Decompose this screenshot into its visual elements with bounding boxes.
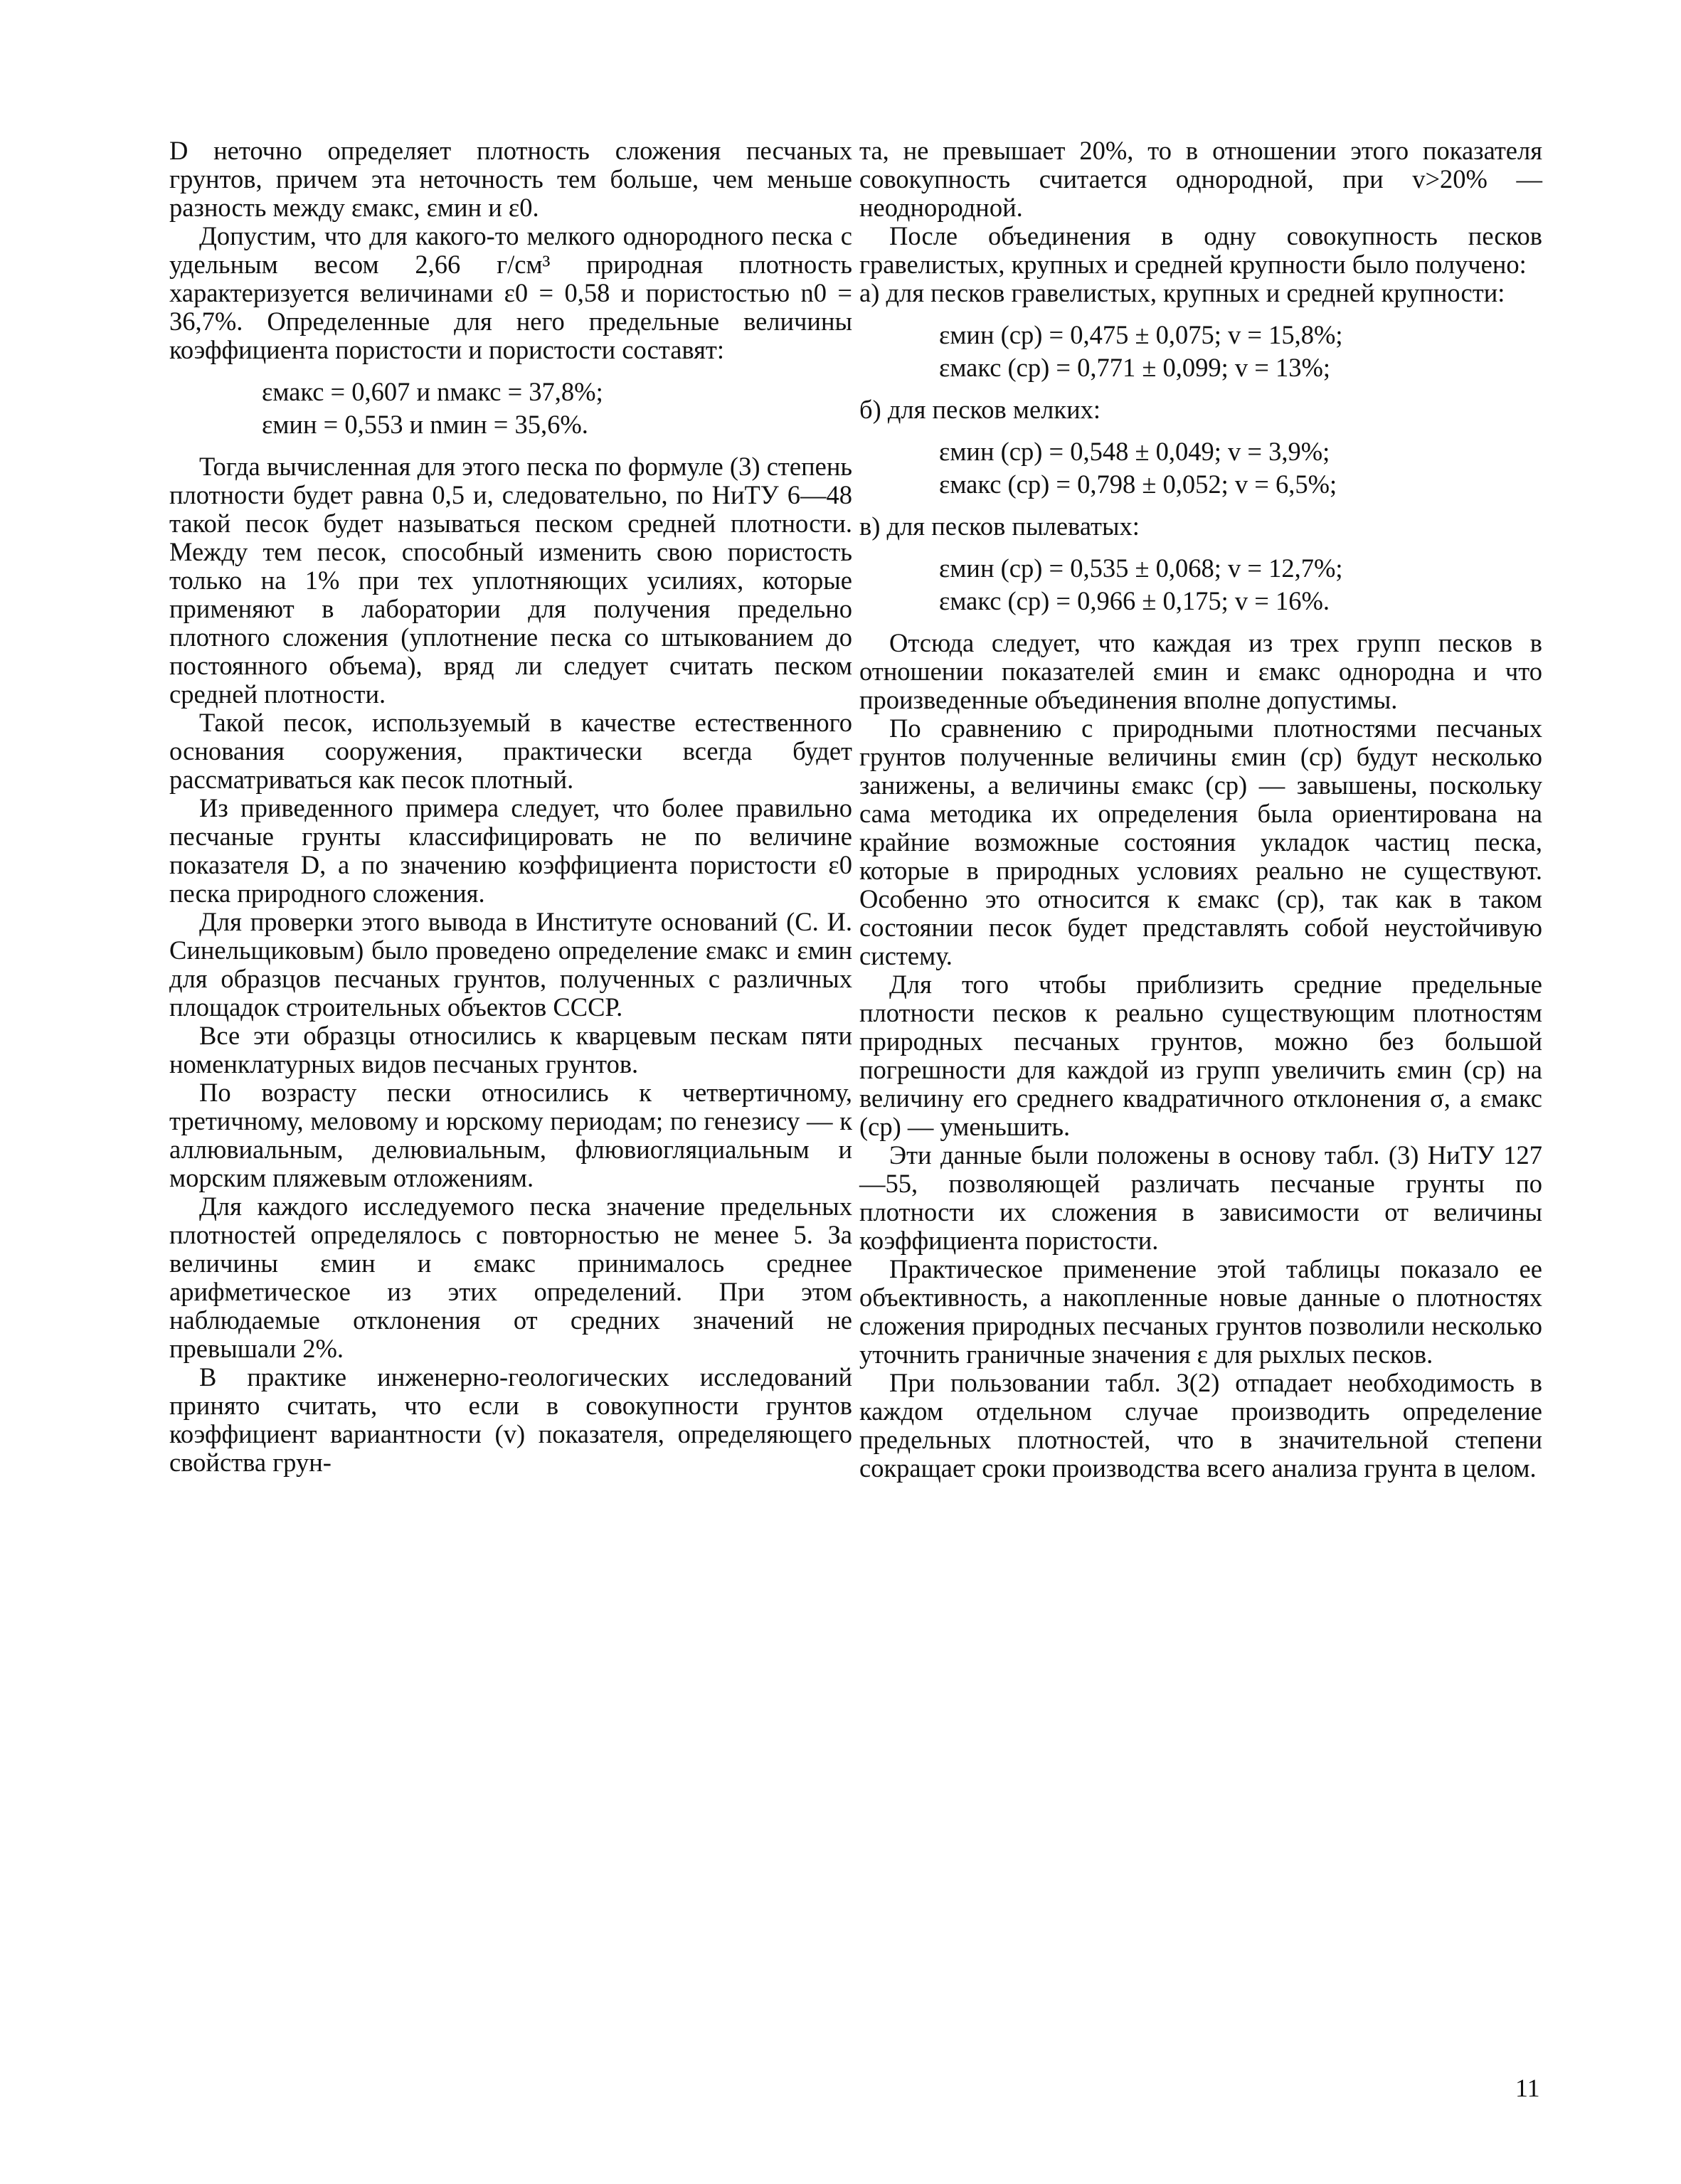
- formula-line: εмин (ср) = 0,548 ± 0,049; v = 3,9%;: [939, 437, 1330, 466]
- paragraph: Эти данные были положены в основу табл. (3) НиТУ 127—55, позволяющей различать песчаные грунты по плотности их сложения в зависимости от величины коэффициента пористости.: [859, 1140, 1542, 1255]
- list-item-a: а) для песков гравелистых, крупных и средней крупности:: [859, 278, 1505, 307]
- paragraph: Из приведенного примера следует, что более правильно песчаные грунты классифицировать не по величине показателя D, а по значению коэффициента пористости ε0 песка природного сложения.: [169, 793, 852, 908]
- paragraph: В практике инженерно-геологических исследований принято считать, что если в совокупности грунтов коэффициент вариантности (v) показателя, определяющего свойства грун-: [169, 1362, 852, 1477]
- formula-line: εмакс (ср) = 0,798 ± 0,052; v = 6,5%;: [939, 470, 1337, 499]
- formula-block: [169, 376, 852, 441]
- formula-line: εмин (ср) = 0,475 ± 0,075; v = 15,8%;: [939, 320, 1343, 349]
- paragraph: Допустим, что для какого-то мелкого однородного песка с удельным весом 2,66 г/см³ природная плотность характеризуется величинами ε0 = 0,58 и пористостью n0 = 36,7%. Определенные для него предельные величины коэффициента пористости и пористости составят:: [169, 221, 852, 364]
- paragraph: При пользовании табл. 3(2) отпадает необходимость в каждом отдельном случае производить определение предельных плотностей, что в значительной степени сокращает сроки производства всего анализа грунта в целом.: [859, 1368, 1542, 1483]
- paragraph: По сравнению с природными плотностями песчаных грунтов полученные величины εмин (ср) будут несколько занижены, а величины εмакс (ср) — завышены, поскольку сама методика их определения была ориентирована на крайние возможные состояния укладок частиц песка, которые в природных условиях реально не существуют. Особенно это относится к εмакс (ср), так как в таком состоянии песок будет представлять собой неустойчивую систему.: [859, 714, 1542, 970]
- paragraph: D неточно определяет плотность сложения песчаных грунтов, причем эта неточность тем больше, чем меньше разность между εмакс, εмин и ε0.: [169, 136, 852, 222]
- paragraph: Отсюда следует, что каждая из трех групп песков в отношении показателей εмин и εмакс однородна и что произведенные объединения вполне допустимы.: [859, 628, 1542, 714]
- page-number: 11: [1515, 2074, 1540, 2102]
- right-column: [859, 137, 1542, 1483]
- list-item-c: в) для песков пылеватых:: [859, 511, 1140, 541]
- paragraph: та, не превышает 20%, то в отношении этого показателя совокупность считается однородной, при v>20% — неоднородной.: [859, 136, 1542, 222]
- left-column: [169, 137, 852, 1477]
- paragraph: Все эти образцы относились к кварцевым пескам пяти номенклатурных видов песчаных грунтов.: [169, 1021, 852, 1078]
- formula-block-b: [859, 435, 1542, 501]
- paragraph: Тогда вычисленная для этого песка по формуле (3) степень плотности будет равна 0,5 и, следовательно, по НиТУ 6—48 такой песок будет называться песком средней плотности. Между тем песок, способный изменить свою пористость только на 1% при тех уплотняющих усилиях, которые применяют в лаборатории для получения предельно плотного сложения (уплотнение песка со штыкованием до постоянного объема), вряд ли следует считать песком средней плотности.: [169, 452, 852, 709]
- paragraph: После объединения в одну совокупность песков гравелистых, крупных и средней крупности было получено:: [859, 221, 1542, 279]
- paragraph: Для того чтобы приблизить средние предельные плотности песков к реально существующим плотностям природных песчаных грунтов, можно без большой погрешности для каждой из групп увеличить εмин (ср) на величину его среднего квадратичного отклонения σ, а εмакс (ср) — уменьшить.: [859, 970, 1542, 1141]
- paragraph: По возрасту пески относились к четвертичному, третичному, меловому и юрскому периодам; по генезису — к аллювиальным, делювиальным, флювиогляциальным и морским пляжевым отложениям.: [169, 1078, 852, 1192]
- paragraph: Практическое применение этой таблицы показало ее объективность, а накопленные новые данные о плотностях сложения природных песчаных грунтов позволили несколько уточнить граничные значения ε для рыхлых песков.: [859, 1254, 1542, 1369]
- formula-line: εмакс (ср) = 0,771 ± 0,099; v = 13%;: [939, 353, 1331, 382]
- formula-line: εмакс (ср) = 0,966 ± 0,175; v = 16%.: [939, 586, 1330, 615]
- paragraph: Для каждого исследуемого песка значение предельных плотностей определялось с повторностью не менее 5. За величины εмин и εмакс принималось среднее арифметическое из этих определений. При этом наблюдаемые отклонения от средних значений не превышали 2%.: [169, 1192, 852, 1363]
- formula-block-a: [859, 319, 1542, 384]
- formula-line: εмин (ср) = 0,535 ± 0,068; v = 12,7%;: [939, 553, 1343, 583]
- paragraph: Такой песок, используемый в качестве естественного основания сооружения, практически всегда будет рассматриваться как песок плотный.: [169, 708, 852, 794]
- paragraph: Для проверки этого вывода в Институте оснований (С. И. Синельщиковым) было проведено определение εмакс и εмин для образцов песчаных грунтов, полученных с различных площадок строительных объектов СССР.: [169, 907, 852, 1022]
- formula-line: εмин = 0,553 и nмин = 35,6%.: [262, 410, 588, 439]
- formula-line: εмакс = 0,607 и nмакс = 37,8%;: [262, 377, 603, 406]
- formula-block-c: [859, 552, 1542, 617]
- list-item-b: б) для песков мелких:: [859, 395, 1101, 424]
